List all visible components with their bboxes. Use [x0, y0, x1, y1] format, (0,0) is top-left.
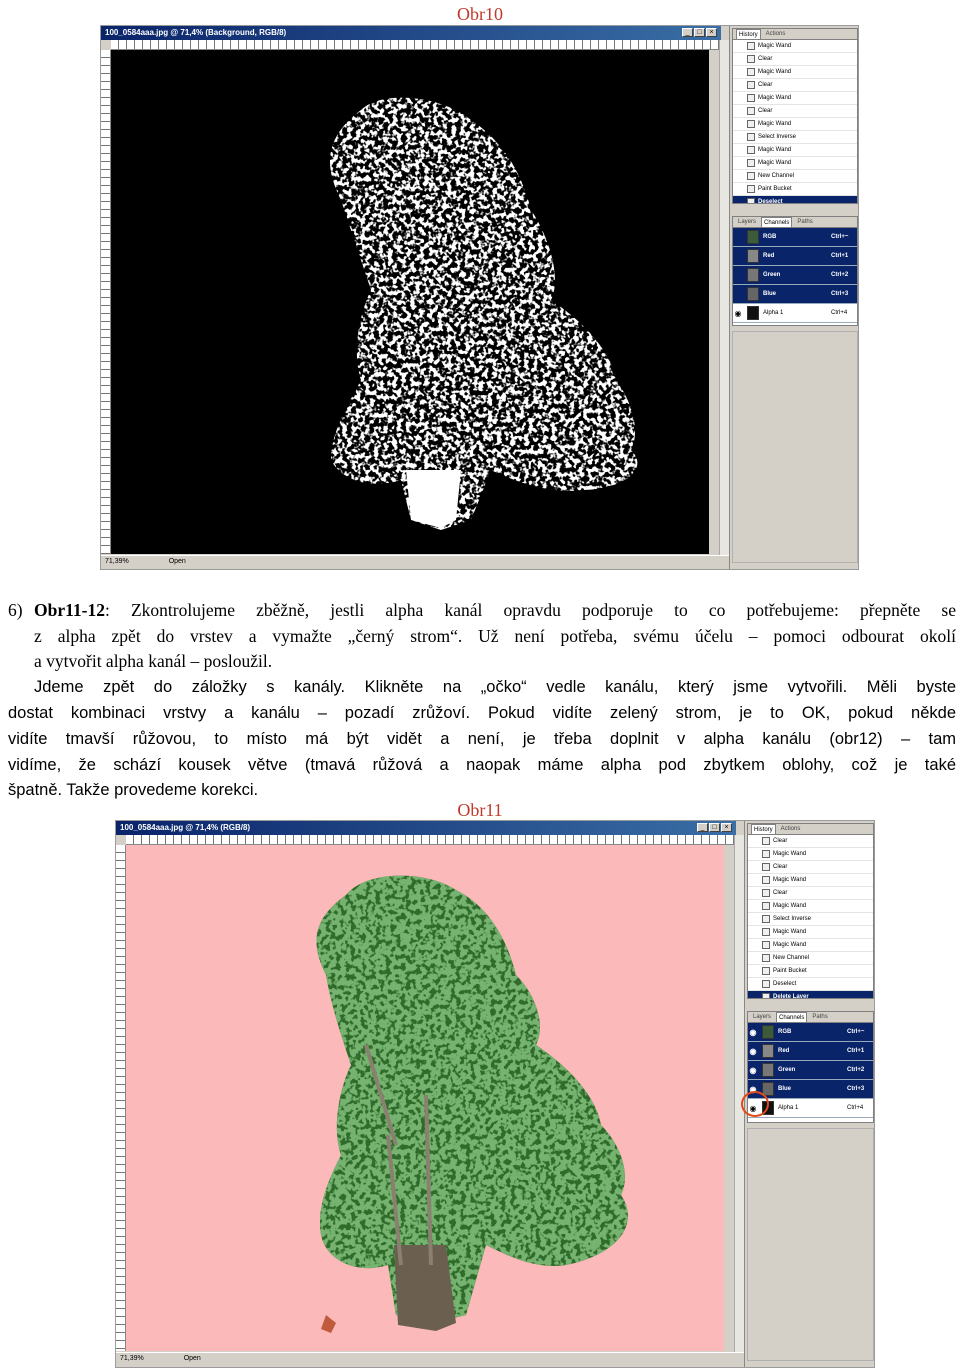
zoom-level[interactable]: 71,39% — [120, 1355, 144, 1362]
close-button[interactable]: × — [721, 823, 732, 832]
channel-name: RGB — [763, 234, 777, 240]
text-line-5 — [8, 700, 956, 727]
channel-name: Red — [778, 1048, 790, 1054]
history-item-label: Magic Wand — [773, 903, 807, 909]
text-segment: vidíte tmavší růžovou, to místo má být vidět a není, je třeba doplnit v alpha kanálu (obr12) – tam — [8, 729, 956, 748]
maximize-button[interactable]: □ — [709, 823, 720, 832]
status-bar — [116, 1352, 744, 1364]
channel-thumbnail — [747, 249, 759, 263]
history-item[interactable] — [748, 861, 873, 874]
history-item-label: Select Inverse — [773, 916, 812, 922]
text-line-4 — [8, 675, 956, 701]
tree-trunk-alpha — [406, 470, 461, 528]
instruction-paragraph — [8, 598, 956, 804]
minimize-button[interactable]: _ — [682, 28, 693, 37]
channel-name: Alpha 1 — [778, 1105, 799, 1111]
text-line-1 — [8, 598, 956, 624]
history-step-icon — [762, 876, 770, 884]
screenshot-obr10 — [100, 25, 859, 570]
history-step-icon — [762, 967, 770, 975]
channel-shortcut: Ctrl+1 — [847, 1048, 865, 1054]
channel-row[interactable] — [733, 304, 857, 323]
history-item-label: Magic Wand — [758, 43, 792, 49]
history-step-icon — [762, 941, 770, 949]
history-step-icon — [747, 198, 755, 204]
horizontal-ruler — [126, 835, 734, 845]
status-text: Open — [183, 1355, 201, 1362]
history-item[interactable] — [748, 939, 873, 952]
channel-row[interactable] — [748, 1023, 873, 1042]
history-item-label: Clear — [758, 82, 773, 88]
tab-layers[interactable]: Layers — [753, 1014, 772, 1020]
history-item[interactable] — [733, 118, 857, 131]
history-item[interactable] — [748, 991, 873, 999]
history-item[interactable] — [733, 196, 857, 204]
channel-row[interactable] — [733, 228, 857, 247]
tree-trunk — [394, 1245, 456, 1331]
window-controls — [682, 28, 717, 37]
history-step-icon — [762, 889, 770, 897]
history-item-label: Clear — [758, 108, 773, 114]
history-list — [748, 835, 873, 999]
history-step-icon — [762, 837, 770, 845]
channel-thumbnail — [747, 306, 759, 320]
empty-panel-area — [732, 331, 858, 563]
document-title: 100_0584aaa.jpg @ 71,4% (Background, RGB/8) — [105, 28, 287, 37]
channel-name: Alpha 1 — [763, 310, 784, 316]
close-button[interactable]: × — [706, 28, 717, 37]
history-item[interactable] — [748, 835, 873, 848]
history-item-label: Deselect — [758, 199, 783, 204]
history-item-label: Clear — [758, 56, 773, 62]
history-item[interactable] — [733, 53, 857, 66]
history-step-icon — [762, 954, 770, 962]
channel-shortcut: Ctrl+2 — [847, 1067, 865, 1073]
history-step-icon — [747, 55, 755, 63]
history-step-icon — [762, 850, 770, 858]
channel-thumbnail — [747, 268, 759, 282]
history-item-label: Paint Bucket — [773, 968, 807, 974]
history-item-label: Deselect — [773, 981, 797, 987]
history-step-icon — [762, 915, 770, 923]
tab-paths[interactable]: Paths — [797, 219, 813, 225]
history-panel — [732, 28, 858, 204]
eye-icon[interactable]: ◉ — [734, 308, 742, 318]
history-panel — [747, 823, 874, 999]
history-item[interactable] — [733, 170, 857, 183]
channel-name: Blue — [778, 1086, 792, 1092]
history-item[interactable] — [733, 105, 857, 118]
history-tabs — [748, 824, 873, 835]
channels-tabs — [748, 1012, 873, 1023]
channels-list — [733, 228, 857, 323]
vertical-ruler — [101, 50, 111, 554]
history-item-label: New Channel — [773, 955, 810, 961]
figure-caption: Obr10 — [457, 4, 503, 24]
text-segment: dostat kombinaci vrstvy a kanálu – pozadí zrůžoví. — [8, 704, 471, 723]
channels-panel — [732, 216, 858, 326]
channel-thumbnail — [762, 1025, 774, 1039]
channel-thumbnail — [762, 1063, 774, 1077]
history-list — [733, 40, 857, 204]
text-line-6 — [8, 727, 956, 753]
channel-thumbnail — [762, 1044, 774, 1058]
zoom-level[interactable]: 71,39% — [105, 558, 129, 565]
text-segment: vidíme, že schází kousek větve (tmavá růžová a naopak máme alpha pod zbytkem oblohy, což je také — [8, 755, 956, 774]
maximize-button[interactable]: □ — [694, 28, 705, 37]
empty-panel-area — [747, 1128, 874, 1361]
history-item-label: Paint Bucket — [758, 186, 792, 192]
tab-paths[interactable]: Paths — [812, 1014, 828, 1020]
channel-thumbnail — [747, 230, 759, 244]
channel-shortcut: Ctrl+~ — [847, 1029, 865, 1035]
channel-shortcut: Ctrl+1 — [831, 253, 849, 259]
history-step-icon — [747, 172, 755, 180]
text-line-2 — [8, 624, 956, 650]
history-step-icon — [762, 980, 770, 988]
history-item[interactable] — [748, 887, 873, 900]
history-item-label: Clear — [773, 838, 788, 844]
minimize-button[interactable]: _ — [697, 823, 708, 832]
text-segment: špatně. Takže provedeme korekci. — [8, 781, 259, 800]
history-item[interactable] — [733, 92, 857, 105]
history-tabs — [733, 29, 857, 40]
history-item[interactable] — [733, 66, 857, 79]
horizontal-ruler — [111, 40, 719, 50]
eye-icon[interactable]: ◉ — [749, 1084, 757, 1094]
channel-thumbnail — [747, 287, 759, 301]
vertical-scrollbar[interactable] — [719, 40, 729, 555]
tab-channels[interactable]: Channels — [761, 217, 792, 227]
history-item-label: Clear — [773, 864, 788, 870]
history-item-label: Magic Wand — [758, 121, 792, 127]
channel-shortcut: Ctrl+3 — [847, 1086, 865, 1092]
history-item[interactable] — [748, 900, 873, 913]
history-item[interactable] — [748, 913, 873, 926]
text-line-7 — [8, 753, 956, 779]
eye-icon[interactable]: ◉ — [749, 1027, 757, 1037]
vertical-ruler — [116, 845, 126, 1351]
history-item[interactable] — [748, 978, 873, 991]
step-number: 6) — [8, 600, 23, 620]
figure-reference: Obr11-12 — [34, 600, 105, 620]
document-titlebar — [101, 26, 721, 40]
figure-caption: Obr11 — [457, 800, 503, 820]
window-controls — [697, 823, 732, 832]
channel-shortcut: Ctrl+2 — [831, 272, 849, 278]
history-item-label: Magic Wand — [773, 929, 807, 935]
channel-row[interactable] — [733, 247, 857, 266]
channel-shortcut: Ctrl+4 — [831, 310, 848, 316]
document-title: 100_0584aaa.jpg @ 71,4% (RGB/8) — [120, 823, 251, 832]
text-segment: : Zkontrolujeme zběžně, jestli alpha kanál opravdu podporuje to co potřebujeme: přepněte se — [104, 600, 956, 620]
text-segment: Jdeme zpět do záložky s kanály. Klikněte na „očko“ vedle kanálu, který jsme vytvořili. Měli byste — [34, 677, 956, 696]
history-item[interactable] — [748, 848, 873, 861]
history-item-label: Magic Wand — [773, 851, 807, 857]
text-segment: Pokud vidíte zelený strom, je to OK, pokud někde — [470, 704, 956, 723]
history-step-icon — [747, 185, 755, 193]
channel-shortcut: Ctrl+~ — [831, 234, 849, 240]
history-item[interactable] — [733, 40, 857, 53]
history-item-label: New Channel — [758, 173, 795, 179]
history-item-label: Magic Wand — [773, 877, 807, 883]
eye-icon[interactable]: ◉ — [749, 1046, 757, 1056]
history-step-icon — [762, 928, 770, 936]
status-text: Open — [168, 558, 186, 565]
history-step-icon — [747, 159, 755, 167]
tab-channels[interactable]: Channels — [776, 1012, 807, 1022]
history-step-icon — [762, 993, 770, 999]
channel-row[interactable] — [733, 266, 857, 285]
history-step-icon — [762, 902, 770, 910]
channel-name: Red — [763, 253, 775, 259]
history-item-label: Clear — [773, 890, 788, 896]
document-canvas — [126, 845, 724, 1351]
channel-name: Green — [763, 272, 781, 278]
document-canvas — [111, 50, 709, 554]
history-item[interactable] — [748, 952, 873, 965]
history-item-label: Magic Wand — [773, 942, 807, 948]
channel-name: RGB — [778, 1029, 792, 1035]
document-titlebar — [116, 821, 736, 835]
channel-name: Blue — [763, 291, 777, 297]
channels-tabs — [733, 217, 857, 228]
tab-history[interactable]: History — [751, 824, 776, 834]
history-step-icon — [747, 94, 755, 102]
right-panels — [729, 26, 859, 570]
tab-history[interactable]: History — [736, 29, 761, 39]
history-item[interactable] — [733, 157, 857, 170]
history-item[interactable] — [733, 144, 857, 157]
history-step-icon — [747, 133, 755, 141]
screenshot-obr11 — [115, 820, 875, 1368]
history-item[interactable] — [748, 874, 873, 887]
history-item-label: Magic Wand — [758, 95, 792, 101]
channel-shortcut: Ctrl+4 — [847, 1105, 864, 1111]
channel-shortcut: Ctrl+3 — [831, 291, 849, 297]
eye-icon[interactable]: ◉ — [749, 1103, 757, 1113]
history-item-label: Delete Layer — [773, 994, 809, 999]
history-step-icon — [747, 146, 755, 154]
channel-row[interactable] — [748, 1061, 873, 1080]
history-item-label: Magic Wand — [758, 69, 792, 75]
history-item-label: Magic Wand — [758, 160, 792, 166]
history-step-icon — [747, 81, 755, 89]
tab-actions[interactable]: Actions — [765, 31, 786, 37]
right-panels — [744, 821, 875, 1368]
channel-name: Green — [778, 1067, 796, 1073]
eye-icon[interactable]: ◉ — [749, 1065, 757, 1075]
history-item[interactable] — [733, 79, 857, 92]
history-item-label: Select Inverse — [758, 134, 797, 140]
tab-layers[interactable]: Layers — [738, 219, 757, 225]
history-step-icon — [747, 42, 755, 50]
tab-actions[interactable]: Actions — [780, 826, 801, 832]
status-bar — [101, 555, 729, 567]
text-segment: z alpha zpět do vrstev a vymažte „černý strom“. Už není potřeba, svému účelu – pomoci odbourat okolí — [34, 625, 956, 646]
history-step-icon — [747, 68, 755, 76]
channel-row[interactable] — [733, 285, 857, 304]
vertical-scrollbar[interactable] — [734, 835, 744, 1352]
channel-row[interactable] — [748, 1042, 873, 1061]
text-segment: a vytvořit alpha kanál – posloužil. — [34, 651, 273, 672]
highlight-circle — [741, 1091, 769, 1117]
history-item[interactable] — [733, 131, 857, 144]
history-item-label: Magic Wand — [758, 147, 792, 153]
history-step-icon — [762, 863, 770, 871]
history-item[interactable] — [748, 926, 873, 939]
history-step-icon — [747, 107, 755, 115]
text-line-3 — [8, 649, 956, 675]
history-item[interactable] — [748, 965, 873, 978]
history-item[interactable] — [733, 183, 857, 196]
history-step-icon — [747, 120, 755, 128]
